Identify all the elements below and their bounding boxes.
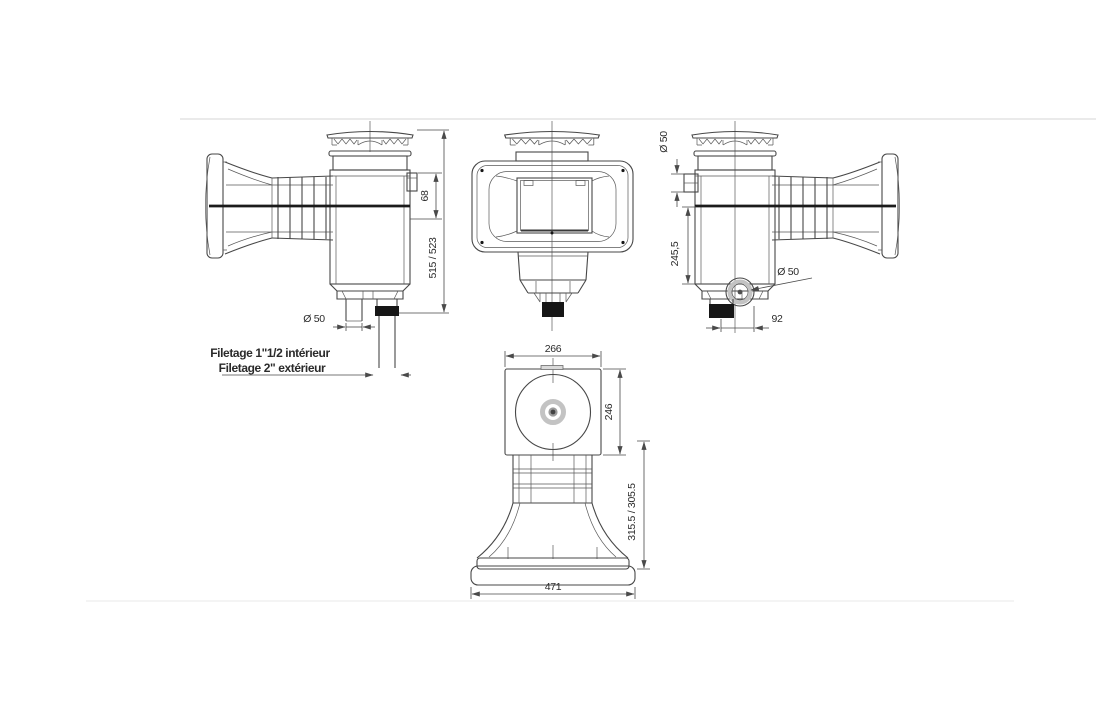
pipe-seal-band bbox=[709, 304, 734, 318]
dim-base-width-label: 471 bbox=[544, 581, 562, 593]
weir-door bbox=[521, 181, 589, 231]
thread-note-line1: Filetage 1"1/2 intérieur bbox=[210, 346, 330, 360]
outlet-center bbox=[738, 290, 743, 295]
dim-outlet-diameter-label: Ø 50 bbox=[777, 266, 799, 278]
ext-lines bbox=[682, 207, 696, 284]
screw bbox=[480, 169, 483, 172]
faceplate-flange-inner bbox=[477, 558, 629, 569]
lid-knob-center bbox=[551, 410, 556, 415]
neck-taper bbox=[520, 280, 586, 293]
stub-details bbox=[534, 281, 572, 302]
dim-body-width-label: 266 bbox=[544, 343, 562, 355]
view-side-right bbox=[658, 121, 900, 333]
dim-drain-diameter-label: Ø 50 bbox=[303, 313, 325, 325]
throat-ribs bbox=[513, 455, 592, 503]
flare-outline bbox=[477, 503, 628, 558]
dim-height-variants-label: 315.5 / 305.5 bbox=[626, 483, 638, 541]
skimmer-opening bbox=[517, 178, 592, 233]
view-top bbox=[471, 343, 650, 599]
ext-lines bbox=[637, 441, 650, 569]
lid-tab bbox=[541, 366, 563, 370]
throat-neck bbox=[513, 455, 592, 503]
faceplate-frame bbox=[472, 161, 633, 252]
pipe-seal-band bbox=[375, 306, 399, 316]
dim-inlet-diameter-label: Ø 50 bbox=[658, 131, 670, 153]
threaded-pipe-top bbox=[377, 299, 397, 306]
screw bbox=[480, 241, 483, 244]
dim-port-height-label: 68 bbox=[419, 190, 431, 202]
screw bbox=[621, 241, 624, 244]
dim-depth-label: 245,5 bbox=[669, 241, 681, 267]
view-front bbox=[472, 121, 633, 331]
view-side-left bbox=[206, 121, 450, 375]
screw bbox=[621, 169, 624, 172]
dim-outlet-offset-label: 92 bbox=[771, 313, 783, 325]
dim-body-depth-label: 246 bbox=[603, 403, 615, 421]
flare-details bbox=[489, 503, 616, 559]
skimmer-body-left bbox=[206, 132, 414, 300]
weir-hinge-right bbox=[576, 181, 585, 186]
ext-lines bbox=[671, 174, 684, 192]
thread-note-line2: Filetage 2" extérieur bbox=[218, 361, 326, 375]
weir-pin bbox=[551, 232, 554, 235]
dim-overall-height-label: 515 / 523 bbox=[427, 237, 439, 279]
pipe-seal-band bbox=[542, 302, 564, 317]
weir-hinge-left bbox=[524, 181, 533, 186]
drain-stub bbox=[346, 299, 362, 321]
threaded-pipe bbox=[379, 316, 395, 368]
